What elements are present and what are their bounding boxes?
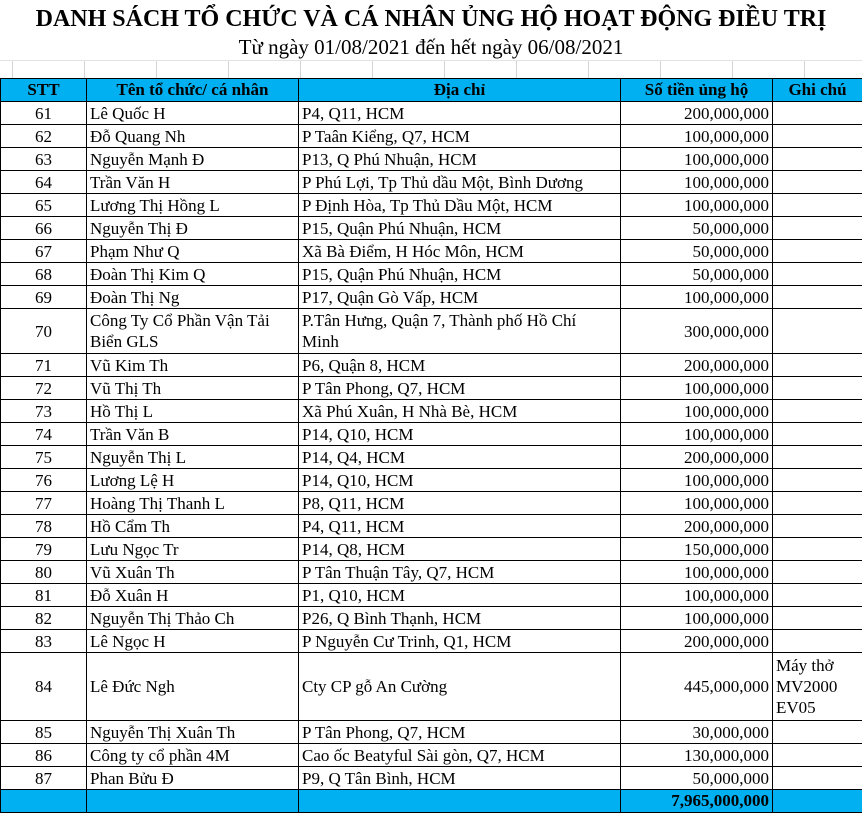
row-name-cell[interactable]: Hoàng Thị Thanh L <box>87 492 299 515</box>
row-name-cell[interactable]: Đoàn Thị Kim Q <box>87 263 299 286</box>
row-stt-cell[interactable]: 69 <box>1 286 87 309</box>
row-note-cell[interactable] <box>773 721 862 744</box>
row-note-cell[interactable] <box>773 171 862 194</box>
row-address-cell[interactable]: P15, Quận Phú Nhuận, HCM <box>299 263 621 286</box>
row-name-cell[interactable]: Vũ Kim Th <box>87 354 299 377</box>
row-note-cell[interactable] <box>773 607 862 630</box>
row-name-cell[interactable]: Phạm Như Q <box>87 240 299 263</box>
row-amount-cell[interactable]: 130,000,000 <box>621 744 773 767</box>
row-amount-cell[interactable]: 200,000,000 <box>621 102 773 125</box>
header-amount[interactable]: Số tiền ủng hộ <box>621 79 773 102</box>
row-stt-cell[interactable]: 87 <box>1 767 87 790</box>
row-name-cell[interactable]: Công ty cổ phần 4M <box>87 744 299 767</box>
row-stt-cell[interactable]: 78 <box>1 515 87 538</box>
table-row <box>1 400 862 423</box>
row-amount-cell[interactable]: 100,000,000 <box>621 492 773 515</box>
total-address-cell[interactable] <box>299 790 621 813</box>
table-row <box>1 102 862 125</box>
table-row <box>1 309 862 354</box>
row-note-cell[interactable]: Máy thở MV2000 EV05 <box>773 653 862 721</box>
row-note-cell[interactable] <box>773 240 862 263</box>
row-note-cell[interactable] <box>773 584 862 607</box>
row-address-cell[interactable]: P15, Quận Phú Nhuận, HCM <box>299 217 621 240</box>
row-amount-cell[interactable]: 200,000,000 <box>621 354 773 377</box>
row-note-cell[interactable] <box>773 125 862 148</box>
row-note-cell[interactable] <box>773 377 862 400</box>
table-row <box>1 653 862 721</box>
row-stt-cell[interactable]: 72 <box>1 377 87 400</box>
row-amount-cell[interactable]: 200,000,000 <box>621 515 773 538</box>
total-name-cell[interactable] <box>87 790 299 813</box>
row-name-cell[interactable]: Lương Thị Hồng L <box>87 194 299 217</box>
header-note[interactable]: Ghi chú <box>773 79 862 102</box>
row-amount-cell[interactable]: 100,000,000 <box>621 607 773 630</box>
row-note-cell[interactable] <box>773 767 862 790</box>
row-address-cell[interactable]: P13, Q Phú Nhuận, HCM <box>299 148 621 171</box>
row-name-cell[interactable]: Lê Quốc H <box>87 102 299 125</box>
row-note-cell[interactable] <box>773 492 862 515</box>
row-stt-cell[interactable]: 75 <box>1 446 87 469</box>
row-amount-cell[interactable]: 445,000,000 <box>621 653 773 721</box>
row-amount-cell[interactable]: 100,000,000 <box>621 584 773 607</box>
row-stt-cell[interactable]: 83 <box>1 630 87 653</box>
row-name-cell[interactable]: Nguyễn Thị L <box>87 446 299 469</box>
row-amount-cell[interactable]: 30,000,000 <box>621 721 773 744</box>
row-stt-cell[interactable]: 70 <box>1 309 87 354</box>
row-amount-cell[interactable]: 100,000,000 <box>621 148 773 171</box>
row-note-cell[interactable] <box>773 630 862 653</box>
row-amount-cell[interactable]: 300,000,000 <box>621 309 773 354</box>
row-note-cell[interactable] <box>773 194 862 217</box>
row-stt-cell[interactable]: 73 <box>1 400 87 423</box>
row-note-cell[interactable] <box>773 538 862 561</box>
row-stt-cell[interactable]: 86 <box>1 744 87 767</box>
row-address-cell[interactable]: P17, Quận Gò Vấp, HCM <box>299 286 621 309</box>
row-stt-cell[interactable]: 76 <box>1 469 87 492</box>
row-note-cell[interactable] <box>773 515 862 538</box>
table-row <box>1 148 862 171</box>
total-stt-cell[interactable] <box>1 790 87 813</box>
row-address-cell[interactable]: P Tân Phong, Q7, HCM <box>299 721 621 744</box>
row-note-cell[interactable] <box>773 217 862 240</box>
row-address-cell[interactable]: P4, Q11, HCM <box>299 102 621 125</box>
row-stt-cell[interactable]: 74 <box>1 423 87 446</box>
table-row <box>1 194 862 217</box>
row-address-cell[interactable]: P1, Q10, HCM <box>299 584 621 607</box>
total-amount[interactable]: 7,965,000,000 <box>621 790 773 813</box>
table-row <box>1 446 862 469</box>
row-amount-cell[interactable]: 100,000,000 <box>621 194 773 217</box>
row-name-cell[interactable]: Vũ Xuân Th <box>87 561 299 584</box>
row-stt-cell[interactable]: 66 <box>1 217 87 240</box>
row-stt-cell[interactable]: 71 <box>1 354 87 377</box>
row-name-cell[interactable]: Lương Lệ H <box>87 469 299 492</box>
row-note-cell[interactable] <box>773 263 862 286</box>
row-stt-cell[interactable]: 80 <box>1 561 87 584</box>
row-note-cell[interactable] <box>773 744 862 767</box>
table-row <box>1 721 862 744</box>
table-row <box>1 423 862 446</box>
row-name-cell[interactable]: Đoàn Thị Ng <box>87 286 299 309</box>
row-address-cell[interactable]: P Phú Lợi, Tp Thủ dầu Một, Bình Dương <box>299 171 621 194</box>
row-amount-cell[interactable]: 100,000,000 <box>621 286 773 309</box>
table-row <box>1 744 862 767</box>
row-name-cell[interactable]: Lê Đức Ngh <box>87 653 299 721</box>
total-row <box>1 790 862 813</box>
row-amount-cell[interactable]: 50,000,000 <box>621 263 773 286</box>
table-row <box>1 171 862 194</box>
row-name-cell[interactable]: Nguyễn Mạnh Đ <box>87 148 299 171</box>
row-note-cell[interactable] <box>773 354 862 377</box>
row-name-cell[interactable]: Nguyễn Thị Thảo Ch <box>87 607 299 630</box>
table-row <box>1 515 862 538</box>
table-row <box>1 125 862 148</box>
row-stt-cell[interactable]: 79 <box>1 538 87 561</box>
row-note-cell[interactable] <box>773 561 862 584</box>
row-amount-cell[interactable]: 200,000,000 <box>621 446 773 469</box>
row-note-cell[interactable] <box>773 148 862 171</box>
document-subtitle: Từ ngày 01/08/2021 đến hết ngày 06/08/2021 <box>238 35 624 59</box>
row-name-cell[interactable]: Lê Ngọc H <box>87 630 299 653</box>
header-stt[interactable]: STT <box>1 79 87 102</box>
table-row <box>1 492 862 515</box>
row-name-cell[interactable]: Vũ Thị Th <box>87 377 299 400</box>
row-name-cell[interactable]: Hồ Thị L <box>87 400 299 423</box>
row-address-cell[interactable]: Cao ốc Beatyful Sài gòn, Q7, HCM <box>299 744 621 767</box>
table-row <box>1 561 862 584</box>
row-amount-cell[interactable]: 50,000,000 <box>621 767 773 790</box>
table-row <box>1 286 862 309</box>
row-name-cell[interactable]: Trần Văn B <box>87 423 299 446</box>
row-stt-cell[interactable]: 65 <box>1 194 87 217</box>
row-address-cell[interactable]: P14, Q4, HCM <box>299 446 621 469</box>
row-amount-cell[interactable]: 100,000,000 <box>621 377 773 400</box>
total-note-cell[interactable] <box>773 790 862 813</box>
table-row <box>1 377 862 400</box>
table-row <box>1 538 862 561</box>
table-row <box>1 354 862 377</box>
row-note-cell[interactable] <box>773 309 862 354</box>
row-address-cell[interactable]: P14, Q10, HCM <box>299 469 621 492</box>
row-address-cell[interactable]: P.Tân Hưng, Quận 7, Thành phố Hồ Chí Minh <box>299 309 621 354</box>
document-title: DANH SÁCH TỔ CHỨC VÀ CÁ NHÂN ỦNG HỘ HOẠT ĐỘNG ĐIỀU TRỊ <box>35 6 827 32</box>
row-stt-cell[interactable]: 67 <box>1 240 87 263</box>
row-address-cell[interactable]: P Tân Thuận Tây, Q7, HCM <box>299 561 621 584</box>
row-address-cell[interactable]: P Taân Kiểng, Q7, HCM <box>299 125 621 148</box>
table-row <box>1 584 862 607</box>
row-amount-cell[interactable]: 100,000,000 <box>621 423 773 446</box>
row-stt-cell[interactable]: 81 <box>1 584 87 607</box>
row-name-cell[interactable]: Trần Văn H <box>87 171 299 194</box>
row-stt-cell[interactable]: 85 <box>1 721 87 744</box>
row-address-cell[interactable]: P Định Hòa, Tp Thủ Dầu Một, HCM <box>299 194 621 217</box>
row-amount-cell[interactable]: 100,000,000 <box>621 125 773 148</box>
row-amount-cell[interactable]: 200,000,000 <box>621 630 773 653</box>
row-address-cell[interactable]: P14, Q10, HCM <box>299 423 621 446</box>
row-stt-cell[interactable]: 63 <box>1 148 87 171</box>
row-address-cell[interactable]: P9, Q Tân Bình, HCM <box>299 767 621 790</box>
sheet-gridlines <box>0 60 862 79</box>
row-name-cell[interactable]: Nguyễn Thị Xuân Th <box>87 721 299 744</box>
row-address-cell[interactable]: P Nguyễn Cư Trinh, Q1, HCM <box>299 630 621 653</box>
row-address-cell[interactable]: P6, Quận 8, HCM <box>299 354 621 377</box>
row-name-cell[interactable]: Công Ty Cổ Phần Vận Tải Biển GLS <box>87 309 299 354</box>
row-amount-cell[interactable]: 50,000,000 <box>621 217 773 240</box>
header-address[interactable]: Địa chỉ <box>299 79 621 102</box>
table-row <box>1 240 862 263</box>
table-row <box>1 630 862 653</box>
row-address-cell[interactable]: P4, Q11, HCM <box>299 515 621 538</box>
row-name-cell[interactable]: Hồ Cẩm Th <box>87 515 299 538</box>
row-stt-cell[interactable]: 84 <box>1 653 87 721</box>
row-address-cell[interactable]: P Tân Phong, Q7, HCM <box>299 377 621 400</box>
row-amount-cell[interactable]: 150,000,000 <box>621 538 773 561</box>
row-address-cell[interactable]: P8, Q11, HCM <box>299 492 621 515</box>
row-stt-cell[interactable]: 64 <box>1 171 87 194</box>
row-amount-cell[interactable]: 50,000,000 <box>621 240 773 263</box>
row-name-cell[interactable]: Phan Bửu Đ <box>87 767 299 790</box>
table-row <box>1 767 862 790</box>
row-stt-cell[interactable]: 62 <box>1 125 87 148</box>
row-note-cell[interactable] <box>773 446 862 469</box>
row-note-cell[interactable] <box>773 286 862 309</box>
row-note-cell[interactable] <box>773 469 862 492</box>
row-stt-cell[interactable]: 68 <box>1 263 87 286</box>
table-row <box>1 217 862 240</box>
table-row <box>1 263 862 286</box>
header-name[interactable]: Tên tổ chức/ cá nhân <box>87 79 299 102</box>
table-header-row <box>1 79 862 102</box>
row-amount-cell[interactable]: 100,000,000 <box>621 561 773 584</box>
row-stt-cell[interactable]: 61 <box>1 102 87 125</box>
row-note-cell[interactable] <box>773 400 862 423</box>
row-name-cell[interactable]: Lưu Ngọc Tr <box>87 538 299 561</box>
donation-table <box>0 78 862 813</box>
row-name-cell[interactable]: Đỗ Xuân H <box>87 584 299 607</box>
row-address-cell[interactable]: P14, Q8, HCM <box>299 538 621 561</box>
row-address-cell[interactable]: Xã Bà Điểm, H Hóc Môn, HCM <box>299 240 621 263</box>
row-amount-cell[interactable]: 100,000,000 <box>621 469 773 492</box>
row-name-cell[interactable]: Nguyễn Thị Đ <box>87 217 299 240</box>
table-row <box>1 469 862 492</box>
row-note-cell[interactable] <box>773 423 862 446</box>
table-row <box>1 607 862 630</box>
row-stt-cell[interactable]: 77 <box>1 492 87 515</box>
row-amount-cell[interactable]: 100,000,000 <box>621 400 773 423</box>
row-stt-cell[interactable]: 82 <box>1 607 87 630</box>
row-note-cell[interactable] <box>773 102 862 125</box>
row-amount-cell[interactable]: 100,000,000 <box>621 171 773 194</box>
row-name-cell[interactable]: Đỗ Quang Nh <box>87 125 299 148</box>
row-address-cell[interactable]: Cty CP gỗ An Cường <box>299 653 621 721</box>
row-address-cell[interactable]: Xã Phú Xuân, H Nhà Bè, HCM <box>299 400 621 423</box>
row-address-cell[interactable]: P26, Q Bình Thạnh, HCM <box>299 607 621 630</box>
